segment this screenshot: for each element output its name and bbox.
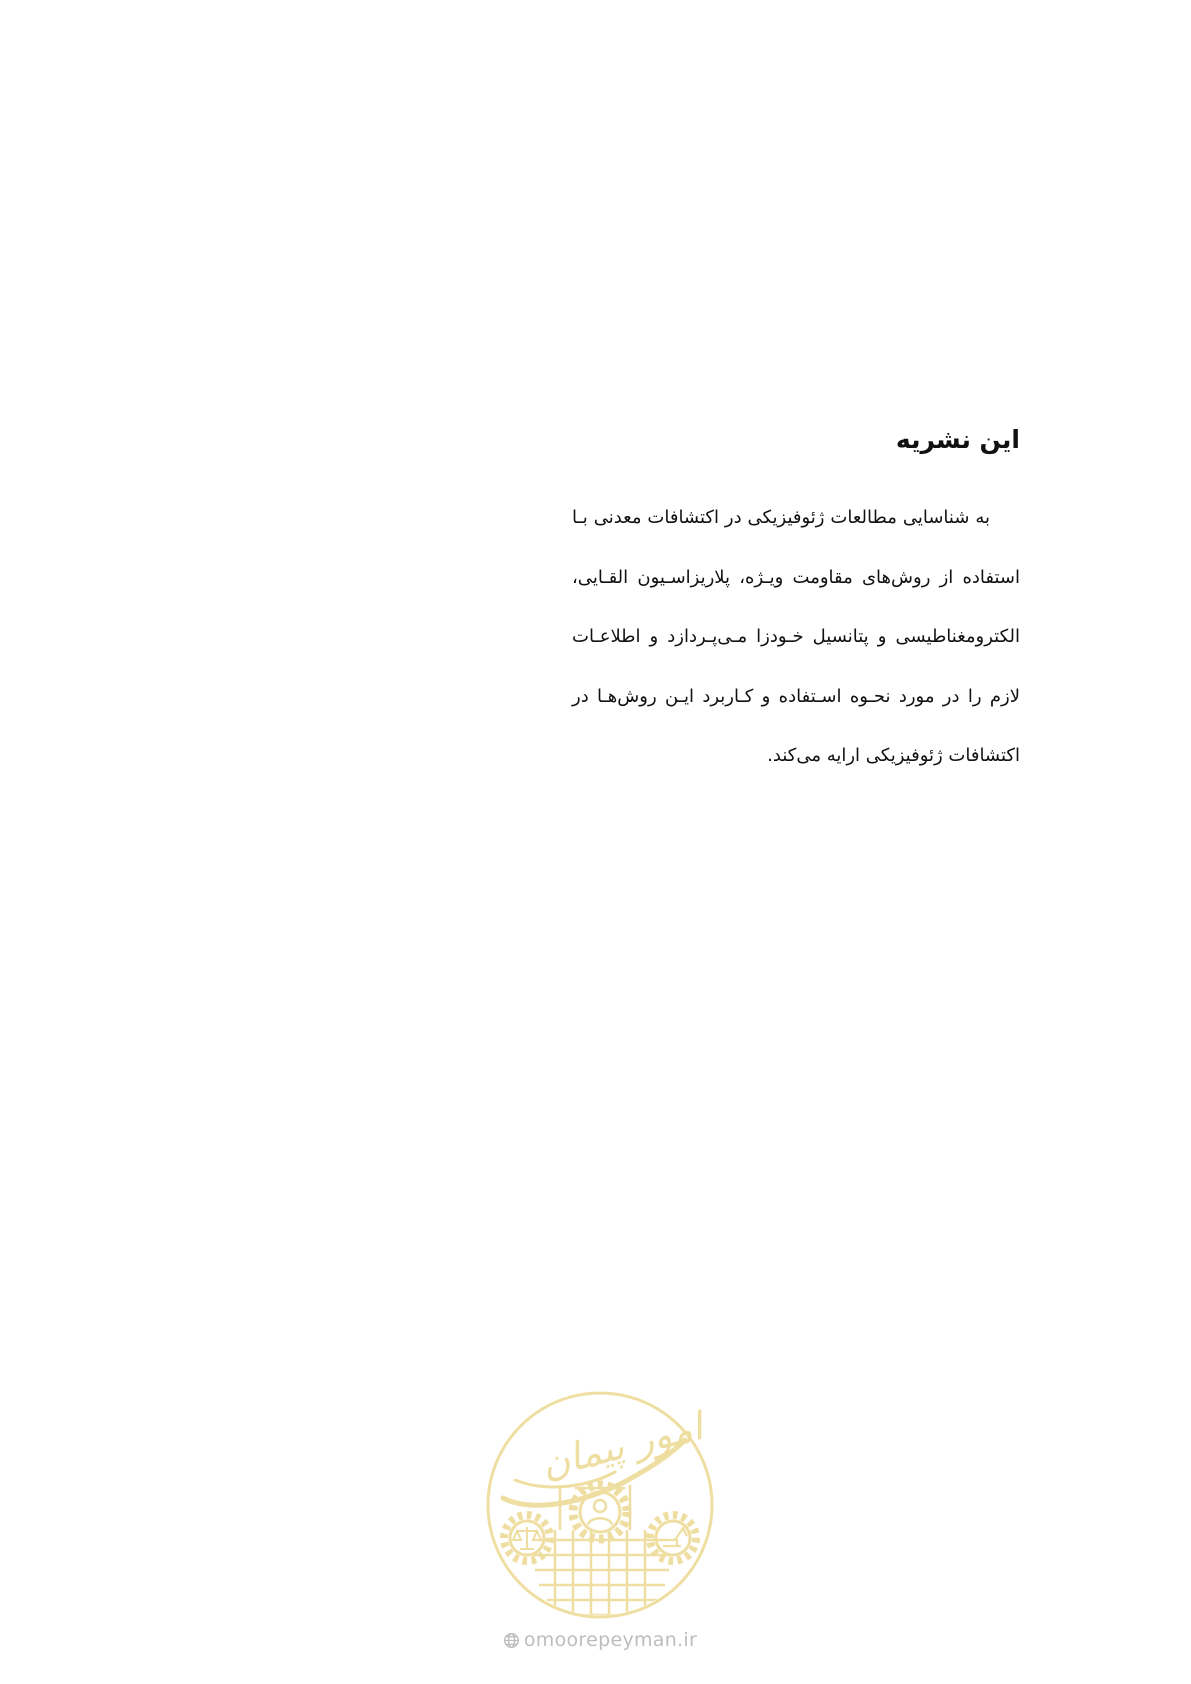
gear-icon: [656, 1521, 690, 1555]
body-line: لازم را در مورد نحـوه اسـتفاده و کـاربرد ایـن روش‌هـا در: [572, 685, 1020, 707]
body-line: استفاده از روش‌های مقاومت ویـژه، پلاریزاسـیون القـایی،: [572, 566, 1020, 588]
excavator-icon: [663, 1528, 687, 1546]
website-text: omoorepeyman.ir: [523, 1629, 698, 1651]
logo-calligraphy: امور پیمان: [536, 1404, 707, 1487]
person-icon: [588, 1500, 612, 1525]
body-line: اکتشافات ژئوفیزیکی ارایه می‌کند.: [767, 745, 1020, 766]
scale-icon: [513, 1527, 541, 1549]
section-body: [572, 488, 1020, 786]
body-line: الکترومغناطیسی و پتانسیل خـودزا مـی‌پـردازد و اطلاعـات: [572, 626, 1020, 647]
website-label: [470, 1626, 730, 1654]
section-title: این نشریه: [895, 425, 1020, 454]
globe-icon: [503, 1632, 520, 1649]
body-line: به شناسایی مطالعات ژئوفیزیکی در اکتشافات معدنی بـا: [572, 507, 990, 528]
watermark-logo: [475, 1380, 725, 1630]
